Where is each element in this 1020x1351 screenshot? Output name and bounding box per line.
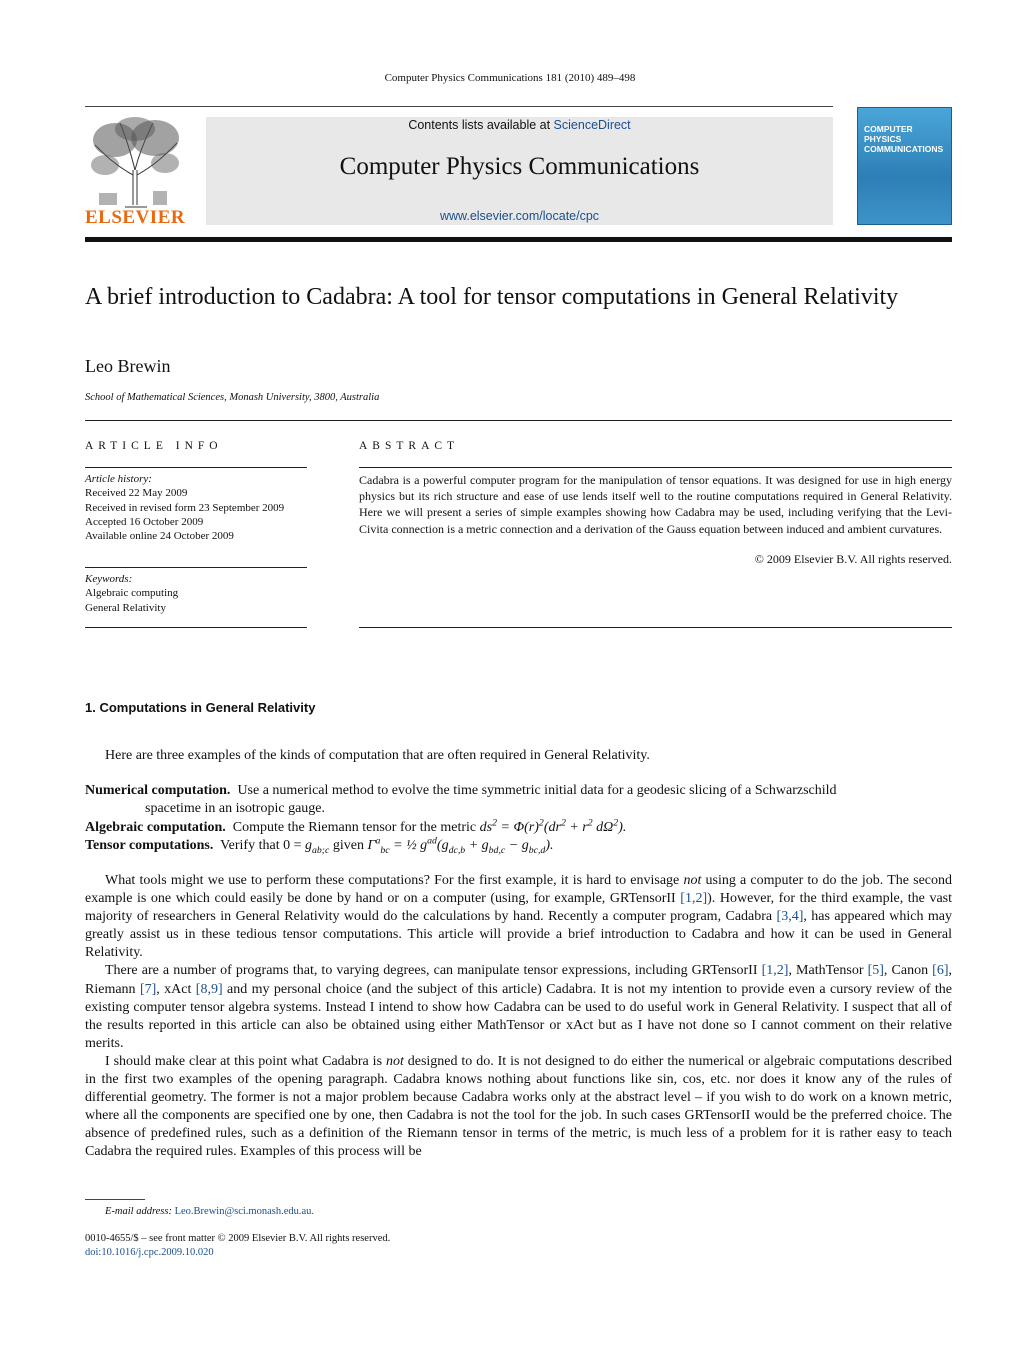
cover-title: COMPUTER PHYSICS COMMUNICATIONS bbox=[864, 124, 944, 154]
article-info-heading: ARTICLE INFO bbox=[85, 440, 223, 452]
history-label: Article history: bbox=[85, 473, 152, 485]
history-online: Available online 24 October 2009 bbox=[85, 530, 234, 543]
example-algebraic bbox=[85, 819, 952, 837]
metric-equation: $ds^2 = \Phi(r)^2(dr^2 + r^2$ $d\Omega^2$). bbox=[479, 817, 627, 835]
christoffel-equation: $\Gamma^a_{bc}$ = ½ $g^{ad}(g_{dc,b} + g_{bd,c} - g_{bc,d})$. bbox=[367, 835, 554, 856]
example-text: Compute the Riemann tensor for the metric bbox=[232, 820, 477, 835]
paragraph: There are a number of programs that, to varying degrees, can manipulate tensor expressions, including GRTensorII [1,2], MathTensor [5], Canon [6], Riemann [7], xAct [8,9] and my personal choice (and the subject of this article) Cadabra. It is not my intention to provide even a cursory review of the existing computer tensor algebra systems. Instead I intend to show how Cadabra can be used to do useful work in General Relativity. I suspect that all of the results reported in this article can also be obtained using either MathTensor or xAct but as I have not done so I cannot comment on their relative merits. bbox=[85, 963, 953, 1051]
example-text-continued: spacetime in an isotropic gauge. bbox=[145, 801, 325, 817]
article-title: A brief introduction to Cadabra: A tool for tensor computations in General Relativity bbox=[85, 284, 899, 310]
divider bbox=[85, 627, 307, 628]
citation-link[interactable]: [1,2] bbox=[761, 963, 789, 979]
example-term: Numerical computation. bbox=[85, 783, 231, 798]
keyword-item: General Relativity bbox=[85, 601, 166, 614]
abstract-copyright: © 2009 Elsevier B.V. All rights reserved. bbox=[754, 552, 952, 566]
example-tensor bbox=[85, 837, 952, 855]
metric-compatibility-equation: $0 = g_{ab;c}$ bbox=[283, 838, 330, 856]
divider bbox=[359, 467, 952, 468]
contents-line bbox=[206, 118, 833, 132]
history-revised: Received in revised form 23 September 2009 bbox=[85, 501, 285, 514]
divider bbox=[85, 567, 307, 568]
history-received: Received 22 May 2009 bbox=[85, 487, 188, 500]
citation-link[interactable]: [6] bbox=[932, 963, 949, 979]
front-matter-line: 0010-4655/$ – see front matter © 2009 Elsevier B.V. All rights reserved. bbox=[85, 1233, 391, 1244]
divider bbox=[85, 467, 307, 468]
example-numerical bbox=[85, 782, 952, 818]
paragraph: I should make clear at this point what Cadabra is not designed to do. It is not designed to do either the numerical or algebraic computations described in the first two examples of the opening paragraph. Cadabra knows nothing about functions like sin, cos, etc. nor does it know any of the rules of differential geometry. The former is not a major problem because Cadabra works only at the abstract level – if you wish to do work on a known metric, where all the components are specified one by one, then Cadabra is not the tool for the job. In such cases GRTensorII would be the preferred choice. The absence of predefined rules, such as a definition of the Riemann tensor in terms of the metric, is much less of a problem for it is rather easy to teach Cadabra the required rules. Examples of this process will be bbox=[85, 1053, 952, 1160]
divider bbox=[85, 420, 952, 421]
email-link[interactable]: Leo.Brewin@sci.monash.edu.au. bbox=[174, 1206, 315, 1217]
citation-link[interactable]: [7] bbox=[139, 981, 157, 997]
article-history bbox=[85, 472, 307, 543]
email-label: E-mail address: bbox=[105, 1206, 172, 1217]
body-text bbox=[85, 872, 952, 1162]
example-term: Tensor computations. bbox=[85, 838, 214, 853]
elsevier-wordmark: ELSEVIER bbox=[85, 207, 186, 228]
paragraph: What tools might we use to perform these computations? For the first example, it is hard to envisage not using a computer to do the job. The second example is one which could easily be done by hand or on a computer (using, for example, GRTensorII [1,2]). However, for the third example, the vast majority of researchers in General Relativity would do the calculations by hand. Recently a computer program, Cadabra [3,4], has appeared which may greatly assist us in these tedious tensor computations. This article will provide a brief introduction to Cadabra and how it can be used in General Relativity. bbox=[85, 873, 952, 961]
abstract-heading: ABSTRACT bbox=[359, 440, 460, 452]
author-affiliation: School of Mathematical Sciences, Monash University, 3800, Australia bbox=[85, 392, 380, 403]
example-term: Algebraic computation. bbox=[85, 820, 226, 835]
sciencedirect-link[interactable]: ScienceDirect bbox=[553, 118, 631, 132]
journal-citation: Computer Physics Communications 181 (2010) 489–498 bbox=[384, 72, 636, 84]
footnote-email bbox=[105, 1206, 314, 1217]
citation-link[interactable]: [5] bbox=[867, 963, 884, 979]
keywords-label: Keywords: bbox=[85, 573, 133, 585]
example-text: Verify that bbox=[220, 838, 280, 853]
divider bbox=[359, 627, 952, 628]
intro-sentence: Here are three examples of the kinds of computation that are often required in General Relativity. bbox=[105, 748, 650, 763]
doi-link[interactable]: doi:10.1016/j.cpc.2009.10.020 bbox=[85, 1247, 214, 1258]
footnote-rule bbox=[85, 1199, 145, 1200]
citation-link[interactable]: [8,9] bbox=[195, 981, 223, 997]
citation-link[interactable]: [3,4] bbox=[776, 909, 804, 925]
masthead-rule bbox=[85, 106, 833, 107]
section-heading: 1. Computations in General Relativity bbox=[85, 700, 316, 715]
citation-link[interactable]: [1,2] bbox=[680, 891, 708, 907]
keyword-item: Algebraic computing bbox=[85, 587, 179, 600]
journal-url-link[interactable]: www.elsevier.com/locate/cpc bbox=[439, 209, 600, 223]
contents-prefix: Contents lists available at bbox=[408, 118, 554, 132]
example-text: Use a numerical method to evolve the time symmetric initial data for a geodesic slicing of a Schwarzschild bbox=[237, 783, 837, 798]
history-accepted: Accepted 16 October 2009 bbox=[85, 515, 204, 528]
journal-name: Computer Physics Communications bbox=[339, 153, 700, 180]
abstract-text: Cadabra is a powerful computer program for the manipulation of tensor equations. It was designed for use in high energy physics but its rich structure and ease of use lends itself well to the routine computations required in General Relativity. Here we will present a series of simple examples showing how Cadabra may be used, including verifying that the Levi-Civita connection is a metric connection and a derivation of the Gauss equation between induced and ambient curvatures. bbox=[359, 473, 952, 536]
example-text: given bbox=[332, 838, 365, 853]
header-thick-rule bbox=[85, 237, 952, 242]
keywords bbox=[85, 572, 307, 615]
author-name: Leo Brewin bbox=[85, 356, 171, 376]
